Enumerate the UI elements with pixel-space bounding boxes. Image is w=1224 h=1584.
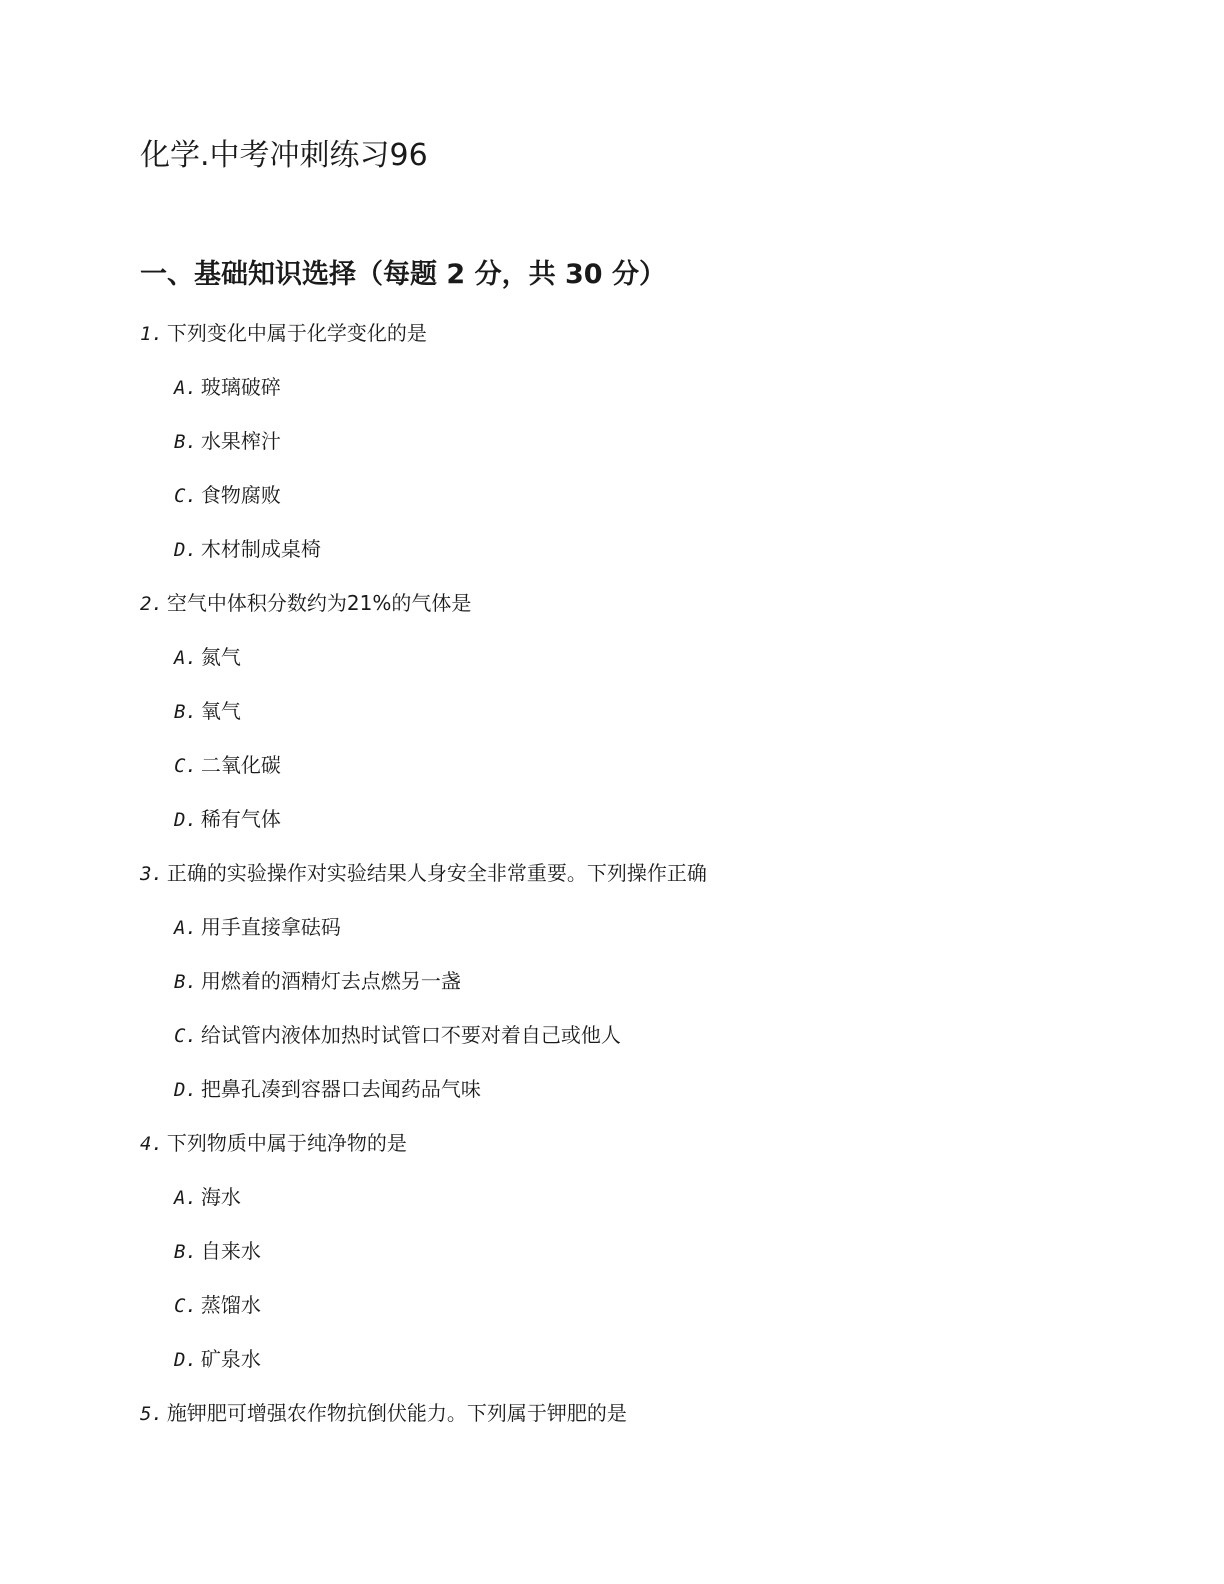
option-letter: D. xyxy=(174,809,197,831)
question-text: 正确的实验操作对实验结果人身安全非常重要。下列操作正确 xyxy=(166,861,707,885)
option-text: 给试管内液体加热时试管口不要对着自己或他人 xyxy=(200,1023,621,1047)
option-text: 用手直接拿砝码 xyxy=(200,915,341,939)
answer-option xyxy=(140,1170,1140,1224)
question-stem xyxy=(140,846,1140,900)
answer-option xyxy=(140,738,1140,792)
option-text: 矿泉水 xyxy=(200,1347,261,1371)
question-stem xyxy=(140,1386,1140,1440)
option-text: 玻璃破碎 xyxy=(200,375,281,399)
question-text: 空气中体积分数约为21%的气体是 xyxy=(166,591,472,615)
question-list xyxy=(140,306,1140,1440)
option-text: 海水 xyxy=(200,1185,241,1209)
answer-option xyxy=(140,1332,1140,1386)
option-letter: A. xyxy=(174,917,197,939)
option-text: 把鼻孔凑到容器口去闻药品气味 xyxy=(200,1077,481,1101)
option-letter: B. xyxy=(174,971,197,993)
option-text: 水果榨汁 xyxy=(200,429,281,453)
answer-option xyxy=(140,792,1140,846)
option-text: 稀有气体 xyxy=(200,807,281,831)
option-text: 氧气 xyxy=(200,699,241,723)
question-number: 3. xyxy=(140,863,163,885)
option-letter: A. xyxy=(174,647,197,669)
option-letter: D. xyxy=(174,1079,197,1101)
answer-option xyxy=(140,900,1140,954)
option-letter: C. xyxy=(174,755,197,777)
option-letter: B. xyxy=(174,431,197,453)
option-letter: B. xyxy=(174,1241,197,1263)
option-text: 自来水 xyxy=(200,1239,261,1263)
answer-option xyxy=(140,1062,1140,1116)
option-letter: B. xyxy=(174,701,197,723)
section-heading: 一、基础知识选择（每题 2 分，共 30 分） xyxy=(140,259,666,290)
question-number: 4. xyxy=(140,1133,163,1155)
question-text: 下列变化中属于化学变化的是 xyxy=(166,321,427,345)
option-letter: D. xyxy=(174,1349,197,1371)
question-text: 施钾肥可增强农作物抗倒伏能力。下列属于钾肥的是 xyxy=(166,1401,627,1425)
option-text: 木材制成桌椅 xyxy=(200,537,321,561)
option-text: 食物腐败 xyxy=(200,483,281,507)
answer-option xyxy=(140,1008,1140,1062)
question-stem xyxy=(140,306,1140,360)
answer-option xyxy=(140,468,1140,522)
option-letter: D. xyxy=(174,539,197,561)
answer-option xyxy=(140,1224,1140,1278)
answer-option xyxy=(140,630,1140,684)
question-stem xyxy=(140,576,1140,630)
option-text: 二氧化碳 xyxy=(200,753,281,777)
answer-option xyxy=(140,360,1140,414)
option-text: 氮气 xyxy=(200,645,241,669)
answer-option xyxy=(140,684,1140,738)
answer-option xyxy=(140,414,1140,468)
question-stem xyxy=(140,1116,1140,1170)
question-text: 下列物质中属于纯净物的是 xyxy=(166,1131,407,1155)
option-letter: C. xyxy=(174,1295,197,1317)
answer-option xyxy=(140,522,1140,576)
option-letter: C. xyxy=(174,1025,197,1047)
question-number: 2. xyxy=(140,593,163,615)
question-number: 1. xyxy=(140,323,163,345)
option-letter: A. xyxy=(174,377,197,399)
question-number: 5. xyxy=(140,1403,163,1425)
option-text: 用燃着的酒精灯去点燃另一盏 xyxy=(200,969,461,993)
option-text: 蒸馏水 xyxy=(200,1293,261,1317)
page-title: 化学.中考冲刺练习96 xyxy=(140,138,428,173)
answer-option xyxy=(140,1278,1140,1332)
option-letter: A. xyxy=(174,1187,197,1209)
option-letter: C. xyxy=(174,485,197,507)
answer-option xyxy=(140,954,1140,1008)
